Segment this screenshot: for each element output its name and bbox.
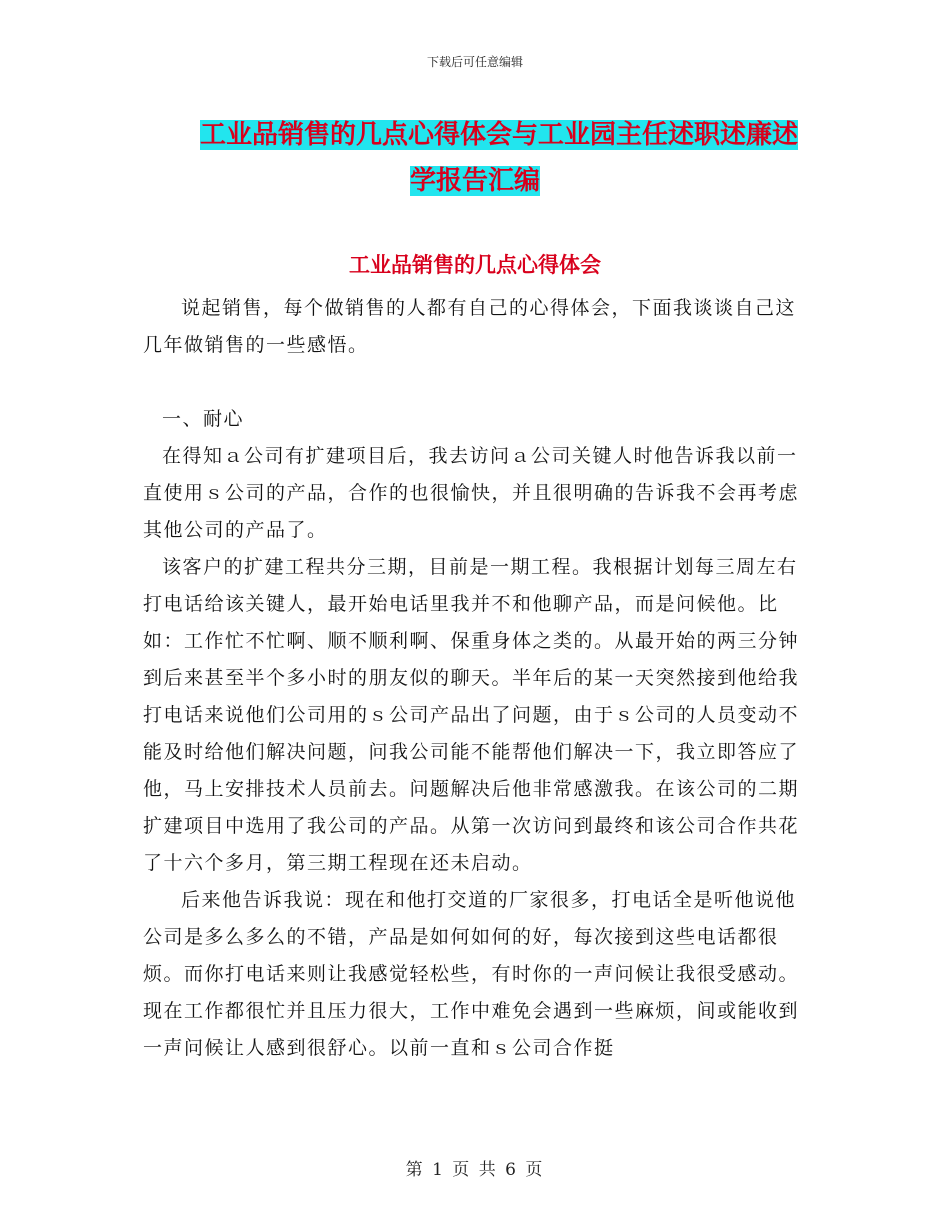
paragraph-intro: 说起销售，每个做销售的人都有自己的心得体会，下面我谈谈自己这几年做销售的一些感悟。 bbox=[143, 297, 797, 356]
title-line-2: 学报告汇编 bbox=[409, 166, 540, 196]
page-header-note: 下载后可任意编辑 bbox=[426, 55, 523, 69]
document-title bbox=[0, 112, 950, 204]
paragraph-body: 后来他告诉我说：现在和他打交道的厂家很多，打电话全是听他说他公司是多么多么的不错，产品是如何如何的好，每次接到这些电话都很烦。而你打电话来则让我感觉轻松些，有时你的一声问候让我很受感动。现在工作都很忙并且压力很大，工作中难免会遇到一些麻烦，间或能收到一声问候让人感到很舒心。以前一直和ｓ公司合作挺 bbox=[143, 889, 800, 1059]
title-line-1: 工业品销售的几点心得体会与工业园主任述职述廉述 bbox=[199, 120, 798, 150]
subheading-patience: 一、耐心 bbox=[162, 408, 245, 430]
page-number-footer: 第 1 页 共 6 页 bbox=[405, 1160, 545, 1180]
document-body bbox=[143, 290, 808, 1067]
paragraph-body: 在得知ａ公司有扩建项目后，我去访问ａ公司关键人时他告诉我以前一直使用ｓ公司的产品，合作的也很愉快，并且很明确的告诉我不会再考虑其他公司的产品了。 bbox=[143, 445, 800, 541]
section-heading: 工业品销售的几点心得体会 bbox=[349, 253, 601, 277]
paragraph-body: 该客户的扩建工程共分三期，目前是一期工程。我根据计划每三周左右打电话给该关键人，最开始电话里我并不和他聊产品，而是问候他。比如：工作忙不忙啊、顺不顺利啊、保重身体之类的。从最开始的两三分钟到后来甚至半个多小时的朋友似的聊天。半年后的某一天突然接到他给我打电话来说他们公司用的ｓ公司产品出了问题，由于ｓ公司的人员变动不能及时给他们解决问题，问我公司能不能帮他们解决一下，我立即答应了他，马上安排技术人员前去。问题解决后他非常感激我。在该公司的二期扩建项目中选用了我公司的产品。从第一次访问到最终和该公司合作共花了十六个多月，第三期工程现在还未启动。 bbox=[143, 556, 800, 874]
paragraph-spacer bbox=[143, 364, 808, 401]
